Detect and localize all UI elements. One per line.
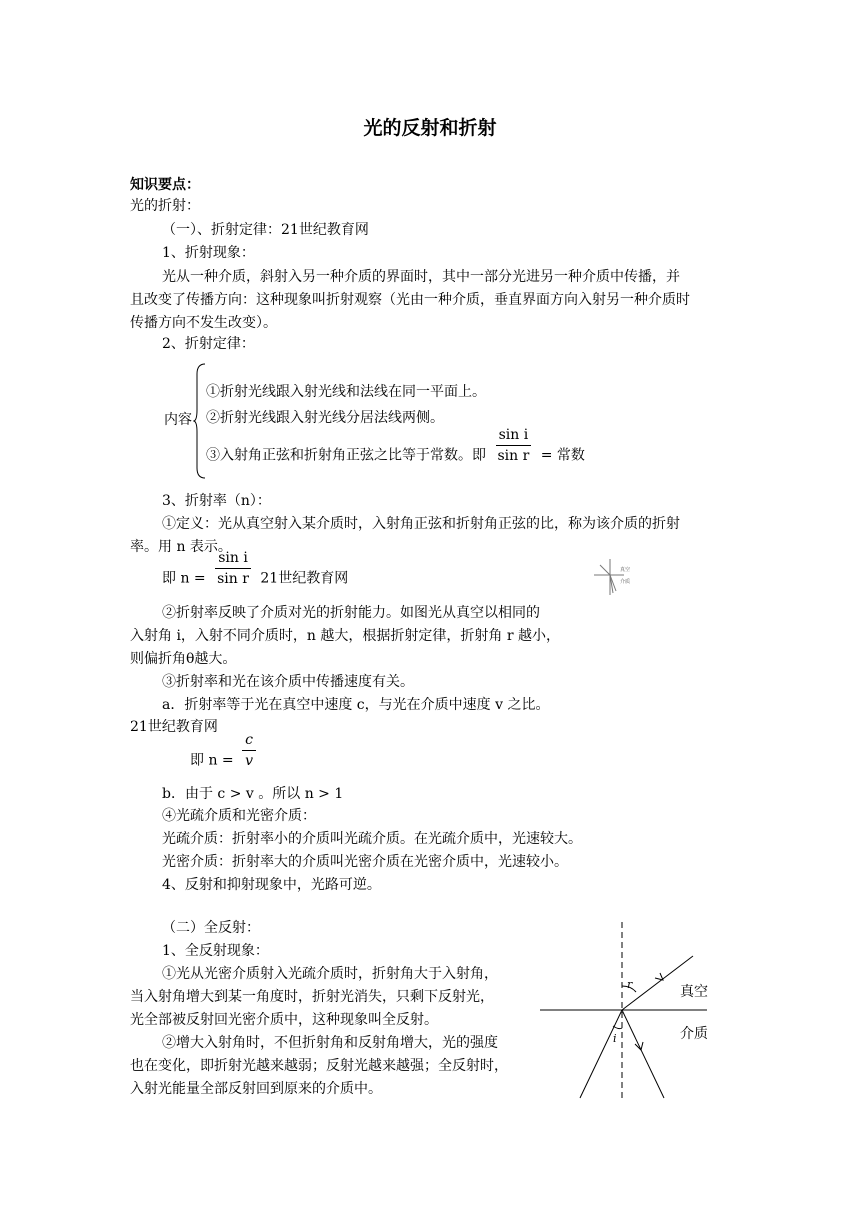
ability-line1: ②折射率反映了介质对光的折射能力。如图光从真空以相同的 (162, 605, 540, 621)
refracted-arrow-icon (655, 973, 663, 980)
total-reflection-figure (535, 918, 735, 1100)
small-fig-label-vacuum: 真空 (620, 567, 631, 573)
total-reflection-line3: 光全部被反射回光密介质中，这种现象叫全反射。 (130, 1012, 438, 1028)
total-reflection-line5: 也在变化，即折射光越来越弱；反射光越来越强；全反射时， (130, 1058, 508, 1074)
content-label: 内容 (164, 412, 192, 428)
angle-i-label: i (613, 1032, 617, 1045)
angle-r-label: r (627, 978, 633, 991)
total-reflection-line6: 入射光能量全部反射回到原来的介质中。 (130, 1081, 382, 1097)
media-title: ④光疏介质和光密介质： (162, 808, 316, 824)
index-fraction: $\frac{\text{sin i}}{\text{sin r}}$ (217, 550, 249, 587)
refracted-ray (622, 956, 693, 1010)
curly-brace (193, 362, 207, 480)
sine-ratio-fraction: $\frac{\text{sin i}}{\text{sin r}}$ (497, 427, 530, 464)
speed-b: b．由于 c > v 。所以 n > 1 (162, 786, 344, 802)
section-subheading: 光的折射： (130, 198, 200, 214)
law-title: 2、折射定律： (162, 336, 255, 352)
phenomenon-line1: 光从一种介质，斜射入另一种介质的界面时，其中一部分光进另一种介质中传播，并 (162, 269, 680, 285)
total-reflection-line2: 当入射角增大到某一角度时，折射光消失，只剩下反射光， (130, 989, 494, 1005)
reversible-statement: 4、反射和抑射现象中，光路可逆。 (162, 877, 381, 893)
medium-label: 介质 (680, 1026, 708, 1042)
speed-fraction: $\frac{c}{v}$ (242, 730, 256, 771)
page-title: 光的反射和折射 (363, 117, 497, 139)
incident-ray (580, 1010, 622, 1098)
reflected-ray (622, 1010, 664, 1098)
speed-formula: 即 n = $\frac{c}{v}$ (190, 750, 260, 771)
small-fig-label-medium: 介质 (620, 579, 631, 585)
phenomenon-line3: 传播方向不发生改变）。 (130, 315, 277, 331)
index-title: 3、折射率（n）： (162, 493, 271, 509)
small-refraction-figure (590, 557, 640, 597)
vacuum-label: 真空 (680, 984, 708, 1000)
total-reflection-heading: （二）全反射： (162, 920, 260, 936)
media-dense: 光密介质：折射率大的介质叫光密介质在光密介质中，光速较小。 (162, 854, 568, 870)
phenomenon-title: 1、折射现象： (162, 245, 255, 261)
speed-title: ③折射率和光在该介质中传播速度有关。 (162, 674, 414, 690)
phenomenon-line2: 且改变了传播方向：这种现象叫折射观察（光由一种介质，垂直界面方向入射另一种介质时 (130, 292, 690, 308)
total-reflection-line4: ②增大入射角时，不但折射角和反射角增大，光的强度 (162, 1035, 498, 1051)
speed-a: a．折射率等于光在真空中速度 c，与光在介质中速度 v 之比。 (162, 697, 550, 713)
total-reflection-title: 1、全反射现象： (162, 943, 269, 959)
section-heading: 知识要点： (130, 177, 200, 193)
rule-2: ②折射光线跟入射光线分居法线两侧。 (206, 410, 444, 426)
rule-1: ①折射光线跟入射光线和法线在同一平面上。 (206, 384, 486, 400)
watermark-text: 21世纪教育网 (130, 719, 218, 735)
definition-line2: 率。用 n 表示。 (130, 539, 232, 555)
media-sparse: 光疏介质：折射率小的介质叫光疏介质。在光疏介质中，光速较大。 (162, 831, 582, 847)
ability-line3: 则偏折角θ越大。 (130, 651, 237, 667)
rule-3: ③入射角正弦和折射角正弦之比等于常数。即 $\frac{\text{sin i}}{\text{sin r}}$ = 常数 (206, 427, 585, 464)
index-formula: 即 n = $\frac{\text{sin i}}{\text{sin r}}$ 21世纪教育网 (162, 550, 349, 587)
definition-line1: ①定义：光从真空射入某介质时，入射角正弦和折射角正弦的比，称为该介质的折射 (162, 516, 680, 532)
refraction-law-heading: （一）、折射定律：21世纪教育网 (162, 222, 369, 238)
ability-line2: 入射角 i，入射不同介质时，n 越大，根据折射定律，折射角 r 越小， (130, 628, 560, 644)
total-reflection-line1: ①光从光密介质射入光疏介质时，折射角大于入射角， (162, 966, 498, 982)
